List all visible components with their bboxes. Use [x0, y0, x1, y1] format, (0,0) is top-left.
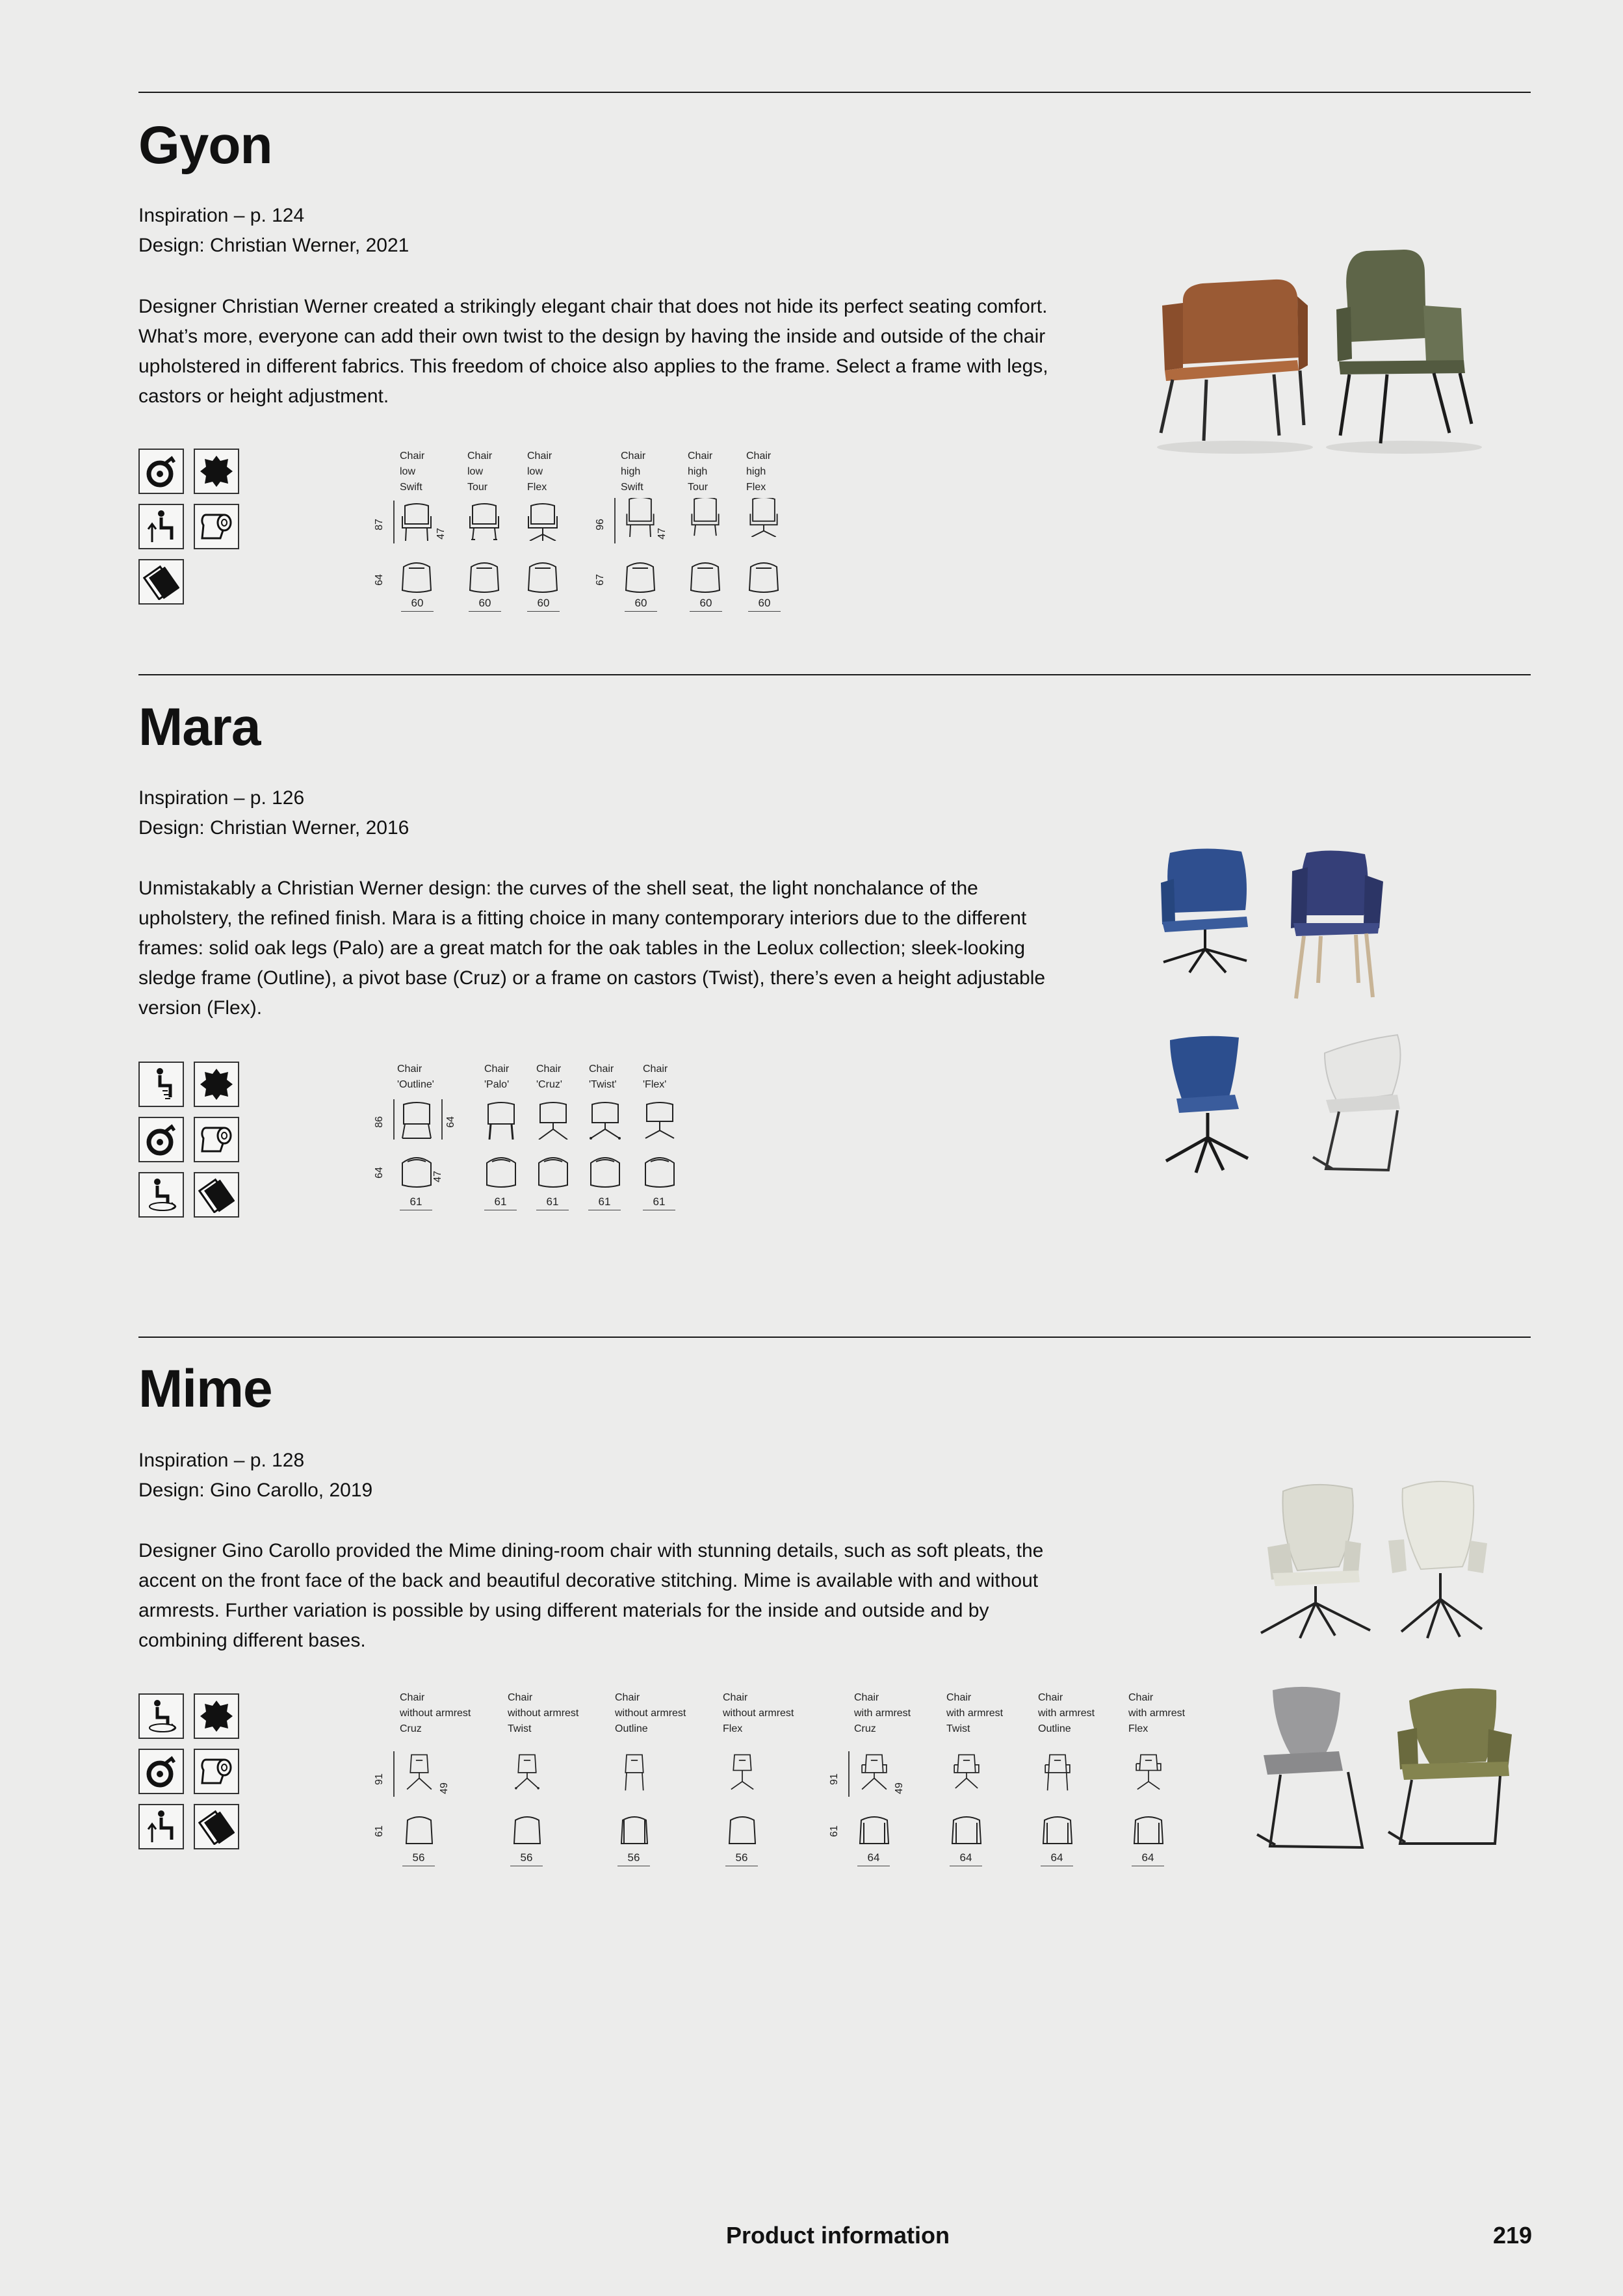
- model-label: Chair low Swift: [400, 450, 425, 493]
- armrest-height-value: 64: [445, 1116, 456, 1128]
- width-value: 60: [469, 597, 501, 612]
- model-label: Chair with armrest Cruz: [854, 1692, 911, 1734]
- height-value: 86: [373, 1116, 385, 1128]
- chair-front-drawing: [947, 1753, 986, 1795]
- chair-top-drawing: [947, 1811, 986, 1853]
- width-value: 64: [950, 1851, 982, 1866]
- designer-credit: Design: Christian Werner, 2016: [138, 817, 409, 839]
- chair-front-drawing: [482, 1101, 521, 1143]
- width-value: 64: [857, 1851, 890, 1866]
- chair-front-drawing: [744, 498, 783, 540]
- width-value: 56: [402, 1851, 435, 1866]
- leather-hide-icon: [194, 1062, 239, 1107]
- chair-front-drawing: [397, 1101, 436, 1143]
- width-value: 61: [484, 1195, 517, 1210]
- inspiration-ref: Inspiration – p. 126: [138, 787, 305, 809]
- chair-front-drawing: [508, 1753, 547, 1795]
- chair-top-drawing: [508, 1811, 547, 1853]
- chair-top-drawing: [1038, 1811, 1077, 1853]
- model-label: Chair without armrest Twist: [508, 1692, 579, 1734]
- chair-front-drawing: [855, 1753, 894, 1795]
- chair-front-drawing: [615, 1753, 654, 1795]
- width-value: 60: [625, 597, 657, 612]
- model-label: Chair 'Flex': [643, 1063, 668, 1090]
- swivel-base-icon: [138, 1172, 184, 1218]
- chair-front-drawing: [621, 498, 660, 540]
- section-title-mime: Mime: [138, 1359, 272, 1418]
- depth-value: 64: [373, 1167, 385, 1179]
- section-description: Designer Gino Carollo provided the Mime dining-room chair with stunning details, such as soft pleats, the accent on the front face of the back and beautiful decorative stitching. Mime is available with and without armrests. Further variation is possible by using different materials for the inside and outside and by combining different bases.: [138, 1540, 1044, 1651]
- chair-top-drawing: [686, 558, 725, 600]
- leather-hide-icon: [194, 449, 239, 494]
- width-value: 56: [510, 1851, 543, 1866]
- chair-top-drawing: [586, 1153, 625, 1195]
- width-value: 56: [617, 1851, 650, 1866]
- depth-value: 67: [594, 574, 606, 586]
- seat-height-value: 49: [438, 1782, 450, 1794]
- chair-front-drawing: [640, 1101, 679, 1143]
- page-number: 219: [1493, 2222, 1533, 2249]
- depth-value: 61: [828, 1825, 840, 1837]
- chair-front-drawing: [397, 502, 436, 544]
- chair-front-drawing: [586, 1101, 625, 1143]
- designer-credit: Design: Christian Werner, 2021: [138, 235, 409, 256]
- chair-top-drawing: [621, 558, 660, 600]
- width-value: 64: [1132, 1851, 1164, 1866]
- model-label: Chair without armrest Flex: [723, 1692, 794, 1734]
- section-divider: [138, 1337, 1531, 1338]
- model-label: Chair high Flex: [746, 450, 772, 493]
- chair-top-drawing: [482, 1153, 521, 1195]
- swivel-base-icon: [138, 1693, 184, 1739]
- inspiration-ref: Inspiration – p. 124: [138, 205, 305, 226]
- model-label: Chair low Tour: [467, 450, 493, 493]
- height-adjust-icon: [138, 1804, 184, 1849]
- dimensions-table: [374, 1690, 1219, 1872]
- chair-top-drawing: [855, 1811, 894, 1853]
- width-value: 61: [400, 1195, 432, 1210]
- chair-front-drawing: [686, 498, 725, 540]
- chair-front-drawing: [465, 502, 504, 544]
- model-label: Chair 'Cruz': [536, 1063, 562, 1090]
- seat-height-value: 47: [435, 528, 447, 540]
- seat-height-value: 49: [893, 1782, 905, 1794]
- fabric-roll-icon: [194, 1749, 239, 1794]
- height-value: 96: [594, 519, 606, 530]
- section-description: Designer Christian Werner created a strikingly elegant chair that does not hide its perfect seating comfort. What’s more, everyone can add their own twist to the design by having the inside and outside of the chair upholstered in different fabrics. This freedom of choice also applies to the frame. Select a frame with legs, castors or height adjustment.: [138, 296, 1048, 407]
- depth-value: 61: [373, 1825, 385, 1837]
- section-description: Unmistakably a Christian Werner design: the curves of the shell seat, the light nonchalance of the upholstery, the refined finish. Mara is a fitting choice in many contemporary interiors due to the different frames: solid oak legs (Palo) are a great match for the oak tables in the Leolux collection; sleek-looking sledge frame (Outline), a pivot base (Cruz) or a frame on castors (Twist), there’s even a height adjustable version (Flex).: [138, 878, 1046, 1019]
- chair-top-drawing: [465, 558, 504, 600]
- seat-height-value: 47: [656, 528, 668, 540]
- chair-front-drawing: [523, 502, 562, 544]
- section-divider: [138, 674, 1531, 675]
- width-value: 61: [643, 1195, 675, 1210]
- width-value: 60: [527, 597, 560, 612]
- chair-front-drawing: [400, 1753, 439, 1795]
- model-label: Chair with armrest Outline: [1038, 1692, 1095, 1734]
- designer-credit: Design: Gino Carollo, 2019: [138, 1480, 373, 1501]
- inspiration-ref: Inspiration – p. 128: [138, 1450, 305, 1471]
- model-label: Chair high Swift: [621, 450, 646, 493]
- width-value: 61: [588, 1195, 621, 1210]
- fabric-roll-icon: [194, 504, 239, 549]
- castor-wheel-icon: [138, 1749, 184, 1794]
- chair-top-drawing: [640, 1153, 679, 1195]
- height-value: 87: [373, 519, 385, 530]
- chair-top-drawing: [397, 1153, 436, 1195]
- width-value: 60: [690, 597, 722, 612]
- fabric-roll-icon: [194, 1117, 239, 1162]
- height-value: 91: [373, 1773, 385, 1785]
- model-label: Chair without armrest Outline: [615, 1692, 686, 1734]
- fabric-swatches-icon: [194, 1804, 239, 1849]
- leather-hide-icon: [194, 1693, 239, 1739]
- model-label: Chair low Flex: [527, 450, 552, 493]
- height-value: 91: [828, 1773, 840, 1785]
- width-value: 60: [401, 597, 434, 612]
- product-photo-mara: [1150, 845, 1436, 1196]
- chair-top-drawing: [744, 558, 783, 600]
- product-photo-mime: [1241, 1476, 1527, 1866]
- product-photo-gyon: [1144, 241, 1495, 455]
- width-value: 60: [748, 597, 781, 612]
- dimensions-table: [374, 1062, 699, 1218]
- chair-top-drawing: [400, 1811, 439, 1853]
- model-label: Chair 'Palo': [484, 1063, 510, 1090]
- height-adjust-icon: [138, 504, 184, 549]
- width-value: 64: [1041, 1851, 1073, 1866]
- fabric-swatches-icon: [194, 1172, 239, 1218]
- model-label: Chair 'Outline': [397, 1063, 434, 1090]
- depth-value: 64: [373, 574, 385, 586]
- section-divider: [138, 92, 1531, 93]
- fabric-swatches-icon: [138, 559, 184, 605]
- model-label: Chair without armrest Cruz: [400, 1692, 471, 1734]
- chair-front-drawing: [534, 1101, 573, 1143]
- castor-wheel-icon: [138, 449, 184, 494]
- footer-section-title: Product information: [726, 2222, 950, 2249]
- model-label: Chair 'Twist': [589, 1063, 617, 1090]
- chair-top-drawing: [397, 558, 436, 600]
- seat-height-value: 47: [432, 1171, 443, 1182]
- width-value: 56: [725, 1851, 758, 1866]
- section-title-mara: Mara: [138, 698, 261, 757]
- chair-top-drawing: [1129, 1811, 1168, 1853]
- model-label: Chair with armrest Twist: [946, 1692, 1004, 1734]
- width-value: 61: [536, 1195, 569, 1210]
- dimensions-table: [374, 449, 790, 618]
- chair-top-drawing: [615, 1811, 654, 1853]
- chair-top-drawing: [723, 1811, 762, 1853]
- model-label: Chair high Tour: [688, 450, 713, 493]
- model-label: Chair with armrest Flex: [1128, 1692, 1186, 1734]
- section-title-gyon: Gyon: [138, 116, 272, 175]
- chair-front-drawing: [1129, 1753, 1168, 1795]
- height-adjust-icon: [138, 1062, 184, 1107]
- chair-front-drawing: [1038, 1753, 1077, 1795]
- chair-front-drawing: [723, 1753, 762, 1795]
- chair-top-drawing: [534, 1153, 573, 1195]
- chair-top-drawing: [523, 558, 562, 600]
- castor-wheel-icon: [138, 1117, 184, 1162]
